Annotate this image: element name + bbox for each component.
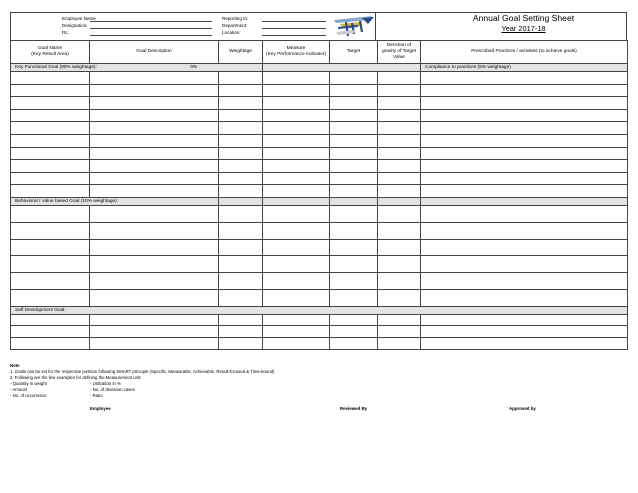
entry-cell[interactable] <box>421 172 628 185</box>
goal-table <box>10 40 628 350</box>
entry-cell[interactable] <box>263 185 330 198</box>
entry-cell[interactable] <box>421 289 628 306</box>
entry-cell[interactable] <box>11 222 90 239</box>
entry-cell[interactable] <box>330 222 378 239</box>
entry-cell[interactable] <box>378 239 421 256</box>
entry-cell[interactable] <box>330 256 378 273</box>
entry-cell[interactable] <box>11 289 90 306</box>
entry-cell[interactable] <box>421 122 628 135</box>
entry-cell[interactable] <box>263 97 330 110</box>
entry-cell[interactable] <box>421 109 628 122</box>
table-row <box>11 160 628 173</box>
key-functional-weight: 0% <box>190 65 198 70</box>
entry-cell[interactable] <box>90 289 219 306</box>
reporting-to-label: Reporting to: <box>222 16 249 21</box>
example-right: - Ratio <box>90 392 103 398</box>
table-row <box>11 337 628 349</box>
entry-cell[interactable] <box>263 239 330 256</box>
entry-cell[interactable] <box>263 134 330 147</box>
entry-cell[interactable] <box>11 326 90 338</box>
entry-cell[interactable] <box>378 160 421 173</box>
entry-cell[interactable] <box>90 97 219 110</box>
entry-cell[interactable] <box>263 109 330 122</box>
sheet-year: Year 2017-18 <box>501 24 546 33</box>
designation-label: Designation: <box>62 23 88 29</box>
entry-cell[interactable] <box>219 239 263 256</box>
entry-cell[interactable] <box>11 109 90 122</box>
entry-cell[interactable] <box>378 337 421 349</box>
entry-cell[interactable] <box>330 205 378 222</box>
entry-cell[interactable] <box>219 273 263 290</box>
entry-cell[interactable] <box>421 97 628 110</box>
entry-cell[interactable] <box>378 109 421 122</box>
entry-cell[interactable] <box>378 326 421 338</box>
col-practices: Prescribed Practices / activities (to achieve goals) <box>421 41 628 64</box>
department-field[interactable] <box>262 28 326 29</box>
entry-cell[interactable] <box>90 256 219 273</box>
entry-cell[interactable] <box>219 172 263 185</box>
table-row <box>11 109 628 122</box>
entry-cell[interactable] <box>219 97 263 110</box>
entry-cell[interactable] <box>219 84 263 97</box>
table-row <box>11 84 628 97</box>
sheet-title: Annual Goal Setting Sheet <box>472 13 575 23</box>
entry-cell[interactable] <box>421 72 628 85</box>
location-field[interactable] <box>262 35 326 36</box>
entry-cell[interactable] <box>11 134 90 147</box>
entry-cell[interactable] <box>330 337 378 349</box>
example-right: - No. of deviation cases <box>90 386 135 392</box>
entry-cell[interactable] <box>219 72 263 85</box>
entry-cell[interactable] <box>219 256 263 273</box>
entry-cell[interactable] <box>90 185 219 198</box>
entry-cell[interactable] <box>263 273 330 290</box>
col-target: Target <box>330 41 378 64</box>
department-label: Department: <box>222 23 248 29</box>
entry-cell[interactable] <box>330 84 378 97</box>
behavioral-label: Behavioral / Value based Goal (10% weightage): <box>11 197 219 205</box>
self-development-rows <box>11 314 628 349</box>
entry-cell[interactable] <box>263 72 330 85</box>
entry-cell[interactable] <box>219 289 263 306</box>
entry-cell[interactable] <box>330 314 378 326</box>
entry-cell[interactable] <box>421 222 628 239</box>
table-row <box>11 289 628 306</box>
entry-cell[interactable] <box>421 160 628 173</box>
example-left: - Amount <box>10 386 28 392</box>
entry-cell[interactable] <box>421 273 628 290</box>
entry-cell[interactable] <box>219 109 263 122</box>
entry-cell[interactable] <box>378 314 421 326</box>
entry-cell[interactable] <box>330 122 378 135</box>
section-behavioral <box>11 197 628 205</box>
rl-field[interactable] <box>90 35 212 36</box>
entry-cell[interactable] <box>330 147 378 160</box>
table-row <box>11 185 628 198</box>
entry-cell[interactable] <box>90 314 219 326</box>
table-row <box>11 134 628 147</box>
entry-cell[interactable] <box>90 222 219 239</box>
example-left: - Quantity in weight <box>10 380 47 386</box>
entry-cell[interactable] <box>378 289 421 306</box>
rl-label: RL: <box>62 30 70 36</box>
entry-cell[interactable] <box>11 147 90 160</box>
entry-cell[interactable] <box>11 160 90 173</box>
entry-cell[interactable] <box>11 273 90 290</box>
entry-cell[interactable] <box>421 337 628 349</box>
entry-cell[interactable] <box>378 84 421 97</box>
entry-cell[interactable] <box>90 205 219 222</box>
section-key-functional <box>11 64 628 72</box>
table-row <box>11 72 628 85</box>
entry-cell[interactable] <box>90 326 219 338</box>
section-self-development <box>11 306 628 314</box>
entry-cell[interactable] <box>219 337 263 349</box>
entry-cell[interactable] <box>330 273 378 290</box>
entry-cell[interactable] <box>330 326 378 338</box>
entry-cell[interactable] <box>11 84 90 97</box>
entry-cell[interactable] <box>263 84 330 97</box>
table-row <box>11 172 628 185</box>
col-weightage: Weightage <box>219 41 263 64</box>
entry-cell[interactable] <box>421 326 628 338</box>
entry-cell[interactable] <box>421 84 628 97</box>
entry-cell[interactable] <box>421 147 628 160</box>
entry-cell[interactable] <box>219 134 263 147</box>
entry-cell[interactable] <box>90 239 219 256</box>
entry-cell[interactable] <box>11 72 90 85</box>
entry-cell[interactable] <box>11 337 90 349</box>
notes-title: Note <box>10 363 20 368</box>
entry-cell[interactable] <box>378 147 421 160</box>
example-right: - Utilization in % <box>90 380 121 386</box>
entry-cell[interactable] <box>421 185 628 198</box>
entry-cell[interactable] <box>90 160 219 173</box>
entry-cell[interactable] <box>11 205 90 222</box>
entry-cell[interactable] <box>330 134 378 147</box>
entry-cell[interactable] <box>219 122 263 135</box>
entry-cell[interactable] <box>421 205 628 222</box>
col-goal-description: Goal Description <box>90 41 219 64</box>
entry-cell[interactable] <box>421 134 628 147</box>
table-row <box>11 256 628 273</box>
entry-cell[interactable] <box>378 172 421 185</box>
entry-cell[interactable] <box>378 222 421 239</box>
note-line-2: 2. Following are the few examples for defining the Measurement unit: <box>10 374 142 380</box>
entry-cell[interactable] <box>11 239 90 256</box>
entry-cell[interactable] <box>263 222 330 239</box>
designation-field[interactable] <box>90 28 212 29</box>
table-row <box>11 273 628 290</box>
entry-cell[interactable] <box>330 72 378 85</box>
compliance-label: Compliance to practices (5% weightage) <box>421 64 628 72</box>
entry-cell[interactable] <box>90 134 219 147</box>
entry-cell[interactable] <box>421 256 628 273</box>
table-row <box>11 326 628 338</box>
entry-cell[interactable] <box>219 314 263 326</box>
entry-cell[interactable] <box>378 185 421 198</box>
behavioral-rows <box>11 205 628 306</box>
entry-cell[interactable] <box>421 314 628 326</box>
table-row <box>11 222 628 239</box>
entry-cell[interactable] <box>330 172 378 185</box>
entry-cell[interactable] <box>263 147 330 160</box>
column-header-row <box>11 41 628 64</box>
entry-cell[interactable] <box>378 273 421 290</box>
entry-cell[interactable] <box>90 337 219 349</box>
col-measure: Measure (Key Performance Indicator) <box>263 41 330 64</box>
goal-sheet <box>10 12 627 350</box>
entry-cell[interactable] <box>219 147 263 160</box>
entry-cell[interactable] <box>219 326 263 338</box>
location-label: Location: <box>222 30 241 36</box>
entry-cell[interactable] <box>219 222 263 239</box>
notes-section <box>10 363 274 398</box>
company-logo <box>332 14 376 40</box>
table-row <box>11 239 628 256</box>
employee-signature-label: Employee <box>90 406 111 411</box>
entry-cell[interactable] <box>90 147 219 160</box>
entry-cell[interactable] <box>378 72 421 85</box>
entry-cell[interactable] <box>330 289 378 306</box>
reviewed-by-label: Reviewed By <box>340 406 368 411</box>
col-direction: Direction of gravity of Target Value <box>378 41 421 64</box>
entry-cell[interactable] <box>263 289 330 306</box>
table-row <box>11 314 628 326</box>
entry-cell[interactable] <box>378 122 421 135</box>
table-row <box>11 147 628 160</box>
entry-cell[interactable] <box>219 185 263 198</box>
entry-cell[interactable] <box>219 205 263 222</box>
entry-cell[interactable] <box>263 205 330 222</box>
approved-by-label: Approved by <box>509 406 536 411</box>
table-row <box>11 97 628 110</box>
col-goal-name: Goal Name (Key Result Area) <box>11 41 90 64</box>
entry-cell[interactable] <box>263 314 330 326</box>
entry-cell[interactable] <box>330 185 378 198</box>
entry-cell[interactable] <box>90 72 219 85</box>
entry-cell[interactable] <box>90 273 219 290</box>
entry-cell[interactable] <box>263 256 330 273</box>
entry-cell[interactable] <box>90 172 219 185</box>
key-functional-label: Key Functional Goal (80% weightage): 0% <box>11 64 263 72</box>
example-left: - No. of occurrence <box>10 392 47 398</box>
note-line-1: 1. Goals can be set for the respective position following SMART principle (Specific, Measurable, Achievable, Result-focused & Time-bound) <box>10 368 275 374</box>
entry-cell[interactable] <box>219 160 263 173</box>
entry-cell[interactable] <box>378 256 421 273</box>
entry-cell[interactable] <box>263 160 330 173</box>
entry-cell[interactable] <box>263 172 330 185</box>
entry-cell[interactable] <box>11 256 90 273</box>
entry-cell[interactable] <box>378 205 421 222</box>
title-block <box>420 13 627 34</box>
sheet-header <box>10 12 627 40</box>
entry-cell[interactable] <box>90 122 219 135</box>
entry-cell[interactable] <box>378 134 421 147</box>
entry-cell[interactable] <box>330 239 378 256</box>
employee-name-label: Employee Name <box>62 16 96 21</box>
entry-cell[interactable] <box>263 122 330 135</box>
entry-cell[interactable] <box>11 185 90 198</box>
entry-cell[interactable] <box>330 160 378 173</box>
entry-cell[interactable] <box>263 337 330 349</box>
entry-cell[interactable] <box>90 109 219 122</box>
entry-cell[interactable] <box>11 122 90 135</box>
entry-cell[interactable] <box>263 326 330 338</box>
entry-cell[interactable] <box>378 97 421 110</box>
entry-cell[interactable] <box>11 172 90 185</box>
entry-cell[interactable] <box>330 97 378 110</box>
entry-cell[interactable] <box>90 84 219 97</box>
reporting-to-field[interactable] <box>262 21 326 22</box>
self-development-label: Self Development Goal: <box>11 306 628 314</box>
entry-cell[interactable] <box>11 97 90 110</box>
entry-cell[interactable] <box>421 239 628 256</box>
entry-cell[interactable] <box>330 109 378 122</box>
table-row <box>11 205 628 222</box>
table-row <box>11 122 628 135</box>
employee-name-field[interactable] <box>90 21 212 22</box>
entry-cell[interactable] <box>11 314 90 326</box>
key-functional-rows <box>11 72 628 198</box>
